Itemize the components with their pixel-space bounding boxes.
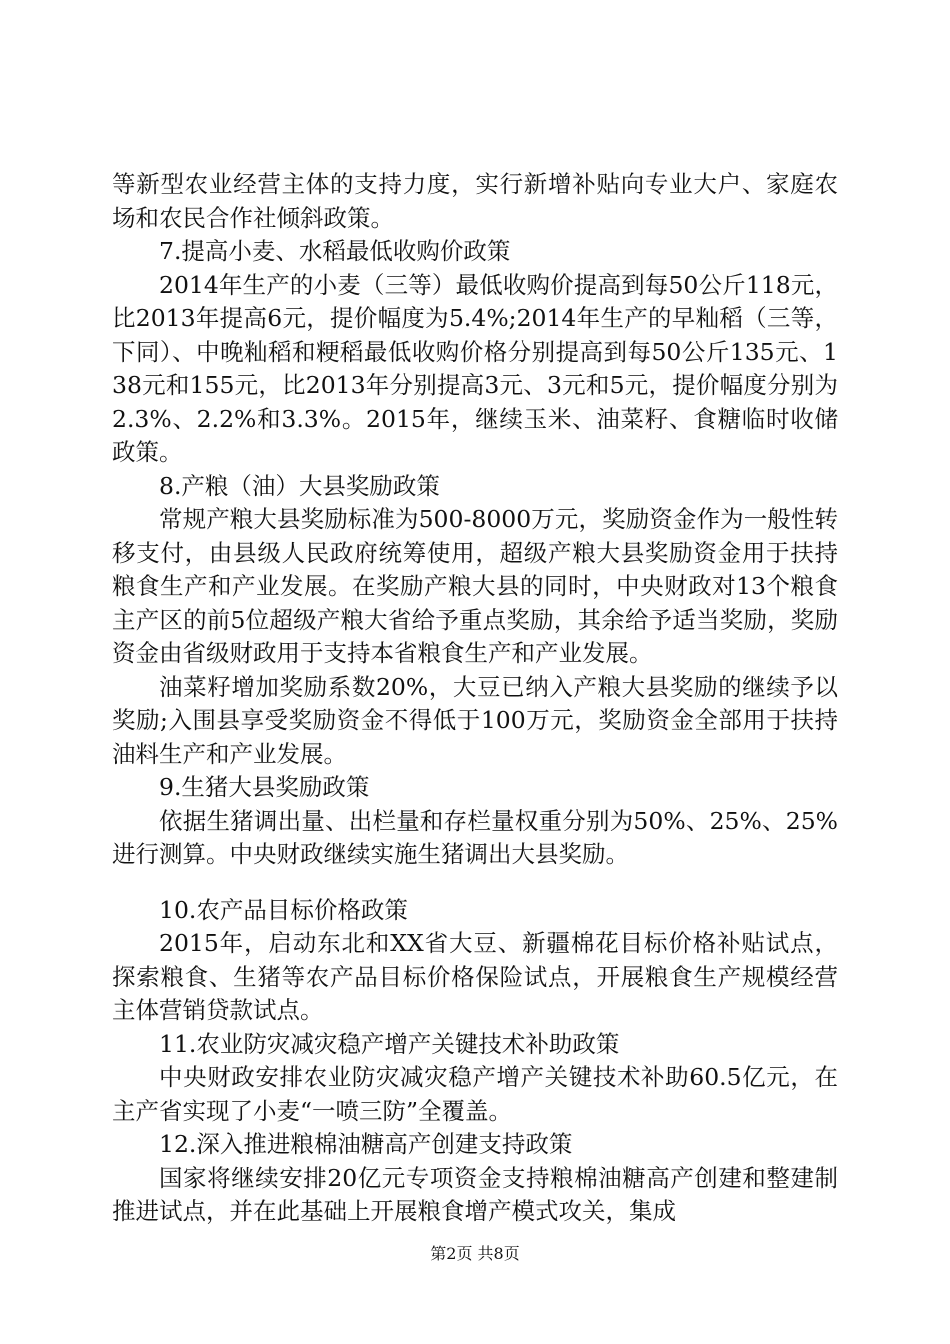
section-heading-9: 9.生猪大县奖励政策	[159, 773, 370, 801]
paragraph-oilseed-reward: 油菜籽增加奖励系数20%，大豆已纳入产粮大县奖励的继续予以奖励;入围县享受奖励资金不得低于100万元，奖励资金全部用于扶持油料生产和产业发展。	[112, 672, 838, 768]
paragraph-target-price: 2015年，启动东北和XX省大豆、新疆棉花目标价格补贴试点，探索粮食、生猪等农产品目标价格保险试点，开展粮食生产规模经营主体营销贷款试点。	[112, 929, 838, 1024]
section-heading-12: 12.深入推进粮棉油糖高产创建支持政策	[159, 1130, 573, 1158]
section-heading-8: 8.产粮（油）大县奖励政策	[159, 471, 440, 500]
page-number-footer: 第2页 共8页	[430, 1244, 520, 1263]
paragraph-continuation: 等新型农业经营主体的支持力度，实行新增补贴向专业大户、家庭农场和农民合作社倾斜政策。	[112, 170, 838, 232]
section-heading-11: 11.农业防灾减灾稳产增产关键技术补助政策	[159, 1029, 620, 1058]
document-body	[112, 168, 838, 1229]
paragraph-min-purchase-price: 2014年生产的小麦（三等）最低收购价提高到每50公斤118元，比2013年提高6元，提价幅度为5.4%;2014年生产的早籼稻（三等，下同）、中晚籼稻和粳稻最低收购价格分别提高到每50公斤135元、138元和155元，比2013年分别提高3元、3元和5元，提价幅度分别为2.3%、2.2%和3.3%。2015年，继续玉米、油菜籽、食糖临时收储政策。	[112, 270, 838, 466]
section-heading-7: 7.提高小麦、水稻最低收购价政策	[159, 237, 511, 265]
paragraph-disaster-prevention: 中央财政安排农业防灾减灾稳产增产关键技术补助60.5亿元，在主产省实现了小麦“一喷三防”全覆盖。	[112, 1063, 838, 1125]
paragraph-high-yield-creation: 国家将继续安排20亿元专项资金支持粮棉油糖高产创建和整建制推进试点，并在此基础上开展粮食增产模式攻关，集成	[112, 1163, 838, 1225]
section-heading-10: 10.农产品目标价格政策	[159, 895, 408, 924]
paragraph-pig-county-reward: 依据生猪调出量、出栏量和存栏量权重分别为50%、25%、25%进行测算。中央财政继续实施生猪调出大县奖励。	[112, 806, 838, 868]
paragraph-grain-county-reward: 常规产粮大县奖励标准为500-8000万元，奖励资金作为一般性转移支付，由县级人民政府统筹使用，超级产粮大县奖励资金用于扶持粮食生产和产业发展。在奖励产粮大县的同时，中央财政对13个粮食主产区的前5位超级产粮大省给予重点奖励，其余给予适当奖励，奖励资金由省级财政用于支持本省粮食生产和产业发展。	[112, 505, 838, 667]
